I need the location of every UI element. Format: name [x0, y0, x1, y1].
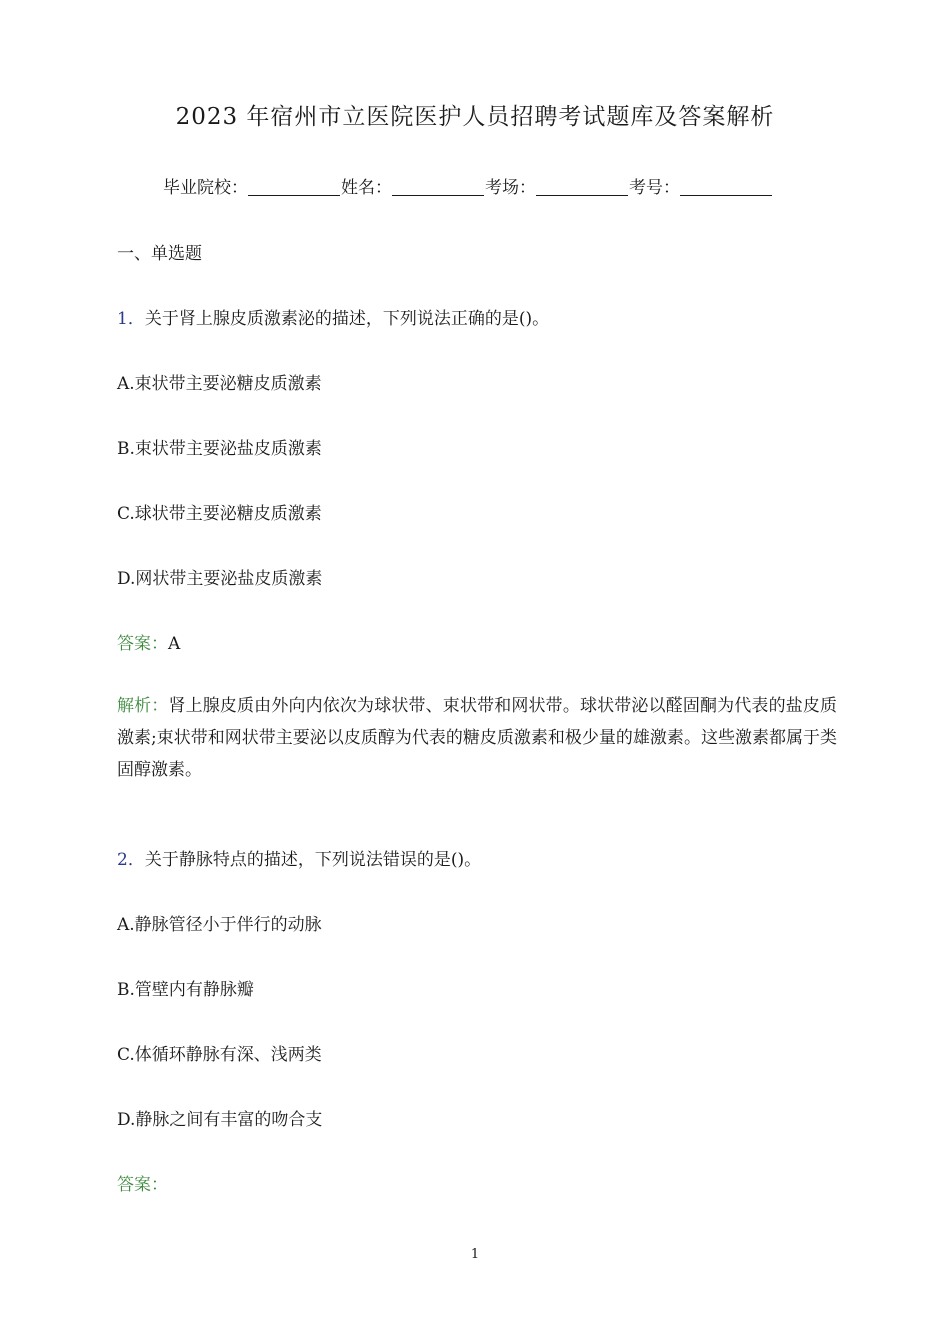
name-label: 姓名： [341, 178, 392, 198]
school-label: 毕业院校： [163, 178, 248, 198]
question-1-option-a: A.束状带主要泌糖皮质激素 [117, 374, 322, 394]
question-1-answer [117, 629, 180, 654]
question-2-stem: 关于静脉特点的描述，下列说法错误的是()。 [144, 850, 482, 870]
question-2-option-c: C.体循环静脉有深、浅两类 [117, 1045, 322, 1065]
question-2-stem-line [117, 845, 481, 870]
analysis-text: 肾上腺皮质由外向内依次为球状带、束状带和网状带。球状带泌以醛固酮为代表的盐皮质激素;束状带和网状带主要泌以皮质醇为代表的糖皮质激素和极少量的雄激素。这些激素都属于类固醇激素。 [117, 696, 838, 780]
question-1-option-d: D.网状带主要泌盐皮质激素 [117, 569, 323, 589]
question-2-number: 2． [117, 850, 145, 870]
answer-label: 答案： [117, 634, 168, 654]
question-2-option-d: D.静脉之间有丰富的吻合支 [117, 1110, 323, 1130]
page-number: 1 [470, 1247, 480, 1262]
question-1-analysis [117, 690, 837, 786]
question-1-number: 1． [117, 309, 145, 329]
section-heading: 一、单选题 [117, 244, 202, 264]
question-1-option-b: B.束状带主要泌盐皮质激素 [117, 439, 322, 459]
room-label: 考场： [485, 178, 536, 198]
room-blank [536, 179, 628, 196]
question-1-stem-line [117, 304, 549, 329]
number-blank [680, 179, 772, 196]
school-blank [248, 179, 340, 196]
question-2-answer [117, 1170, 168, 1195]
candidate-info-row [163, 173, 773, 198]
document-title: 2023 年宿州市立医院医护人员招聘考试题库及答案解析 [175, 104, 775, 130]
question-1-stem: 关于肾上腺皮质激素泌的描述，下列说法正确的是()。 [144, 309, 550, 329]
question-2-option-a: A.静脉管径小于伴行的动脉 [117, 915, 322, 935]
answer-value: A [168, 634, 181, 654]
name-blank [392, 179, 484, 196]
answer-label: 答案： [117, 1175, 168, 1195]
analysis-label: 解析： [117, 696, 169, 716]
number-label: 考号： [629, 178, 680, 198]
question-1-option-c: C.球状带主要泌糖皮质激素 [117, 504, 322, 524]
question-2-option-b: B.管壁内有静脉瓣 [117, 980, 254, 1000]
